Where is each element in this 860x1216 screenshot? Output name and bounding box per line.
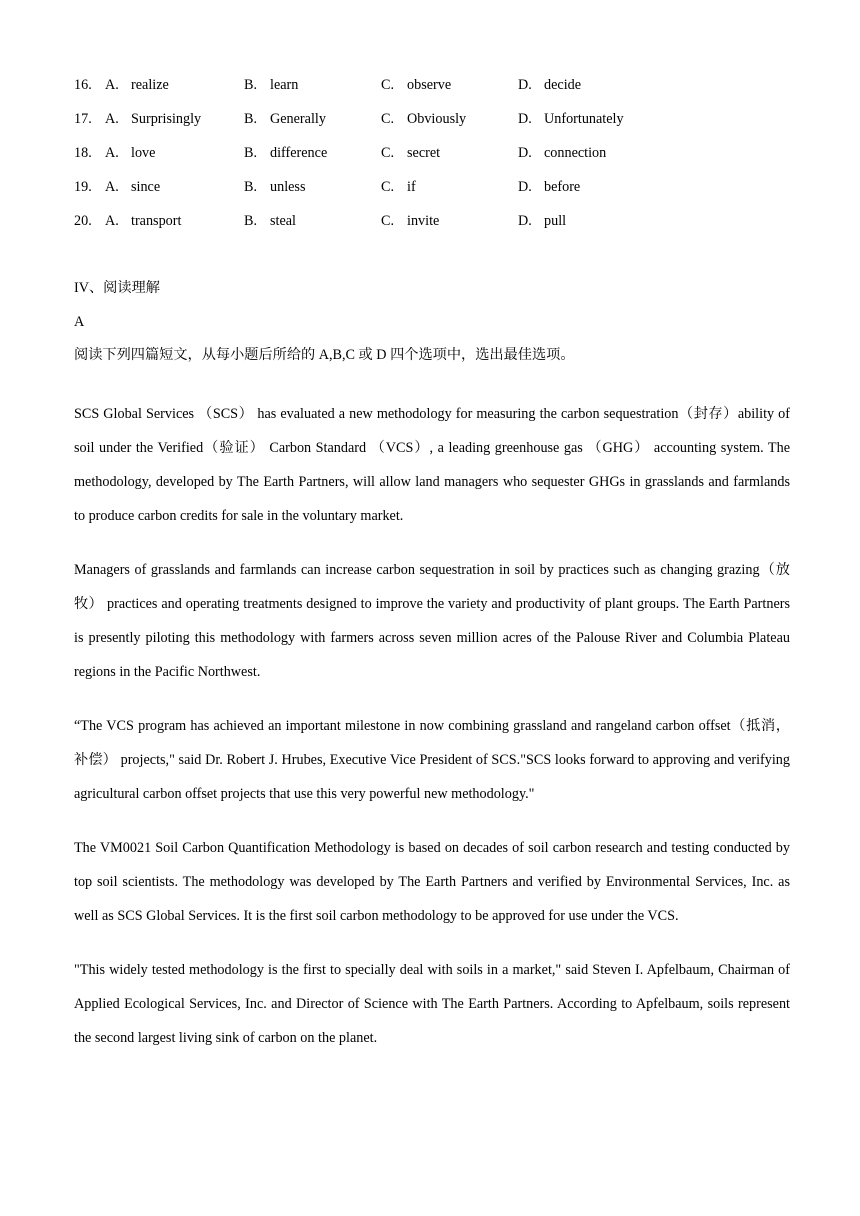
part-label: A	[74, 314, 85, 330]
option-letter: D.	[518, 77, 532, 93]
option-b	[244, 210, 296, 232]
option-text: Unfortunately	[544, 111, 624, 127]
option-text: Generally	[270, 111, 326, 127]
option-letter: A.	[105, 213, 119, 229]
option-letter: B.	[244, 213, 258, 229]
option-letter: B.	[244, 77, 258, 93]
question-number: 19.	[74, 179, 92, 195]
option-text: learn	[270, 77, 299, 93]
option-letter: D.	[518, 213, 532, 229]
question-row-16	[74, 74, 794, 108]
option-c	[381, 176, 416, 198]
option-d	[518, 210, 566, 232]
instructions: 阅读下列四篇短文，从每小题后所给的 A,B,C 或 D 四个选项中，选出最佳选项。	[74, 347, 575, 363]
option-letter: B.	[244, 111, 258, 127]
option-text: if	[407, 179, 416, 195]
option-c	[381, 142, 440, 164]
question-row-17	[74, 108, 794, 142]
option-letter: D.	[518, 145, 532, 161]
option-letter: A.	[105, 111, 119, 127]
question-row-20	[74, 210, 794, 244]
option-letter: B.	[244, 145, 258, 161]
passage-paragraph: “The VCS program has achieved an important milestone in now combining grassland and rangeland carbon offset（抵消，补偿） projects," said Dr. Robert J. Hrubes, Executive Vice President of SCS."SCS looks forward to approving and verifying agricultural carbon offset projects that use this very powerful new methodology."	[74, 718, 790, 802]
question-number: 16.	[74, 77, 92, 93]
option-letter: A.	[105, 179, 119, 195]
option-d	[518, 142, 606, 164]
passage-paragraph: SCS Global Services （SCS） has evaluated a new methodology for measuring the carbon sequestration（封存）ability of soil under the Verified（验证） Carbon Standard （VCS）, a leading greenhouse gas （GHG） accounting system. The methodology, developed by The Earth Partners, will allow land managers who sequester GHGs in grasslands and farmlands to produce carbon credits for sale in the voluntary market.	[74, 406, 790, 524]
question-row-18	[74, 142, 794, 176]
option-text: before	[544, 179, 581, 195]
option-text: pull	[544, 213, 567, 229]
option-text: steal	[270, 213, 296, 229]
option-text: decide	[544, 77, 582, 93]
passage-paragraph: The VM0021 Soil Carbon Quantification Methodology is based on decades of soil carbon research and testing conducted by top soil scientists. The methodology was developed by The Earth Partners and verified by Environmental Services, Inc. as well as SCS Global Services. It is the first soil carbon methodology to be approved for use under the VCS.	[74, 840, 790, 924]
option-b	[244, 176, 305, 198]
section-title: IV、阅读理解	[74, 280, 160, 296]
option-a	[105, 176, 160, 198]
option-a	[105, 108, 201, 130]
option-b	[244, 74, 298, 96]
option-c	[381, 210, 439, 232]
option-letter: A.	[105, 145, 119, 161]
option-text: secret	[407, 145, 441, 161]
option-a	[105, 210, 181, 232]
passage-paragraph: "This widely tested methodology is the first to specially deal with soils in a market," said Steven I. Apfelbaum, Chairman of Applied Ecological Services, Inc. and Director of Science with The Earth Partners. According to Apfelbaum, soils represent the second largest living sink of carbon on the planet.	[74, 962, 790, 1046]
passage-paragraph: Managers of grasslands and farmlands can increase carbon sequestration in soil by practices such as changing grazing（放牧） practices and operating treatments designed to improve the variety and productivity of plant groups. The Earth Partners is presently piloting this methodology with farmers across seven million acres of the Palouse River and Columbia Plateau regions in the Pacific Northwest.	[74, 562, 790, 680]
reading-passage	[74, 397, 790, 1075]
option-b	[244, 108, 326, 130]
option-letter: C.	[381, 179, 395, 195]
option-a	[105, 142, 155, 164]
option-d	[518, 74, 581, 96]
option-text: Surprisingly	[131, 111, 202, 127]
option-text: observe	[407, 77, 452, 93]
option-letter: D.	[518, 111, 532, 127]
question-number: 20.	[74, 213, 92, 229]
option-text: love	[131, 145, 156, 161]
option-text: connection	[544, 145, 607, 161]
option-c	[381, 108, 466, 130]
question-row-19	[74, 176, 794, 210]
answer-options	[74, 74, 794, 244]
option-text: unless	[270, 179, 306, 195]
option-text: transport	[131, 213, 182, 229]
option-letter: A.	[105, 77, 119, 93]
option-text: realize	[131, 77, 169, 93]
option-letter: D.	[518, 179, 532, 195]
option-letter: C.	[381, 77, 395, 93]
option-c	[381, 74, 451, 96]
option-b	[244, 142, 327, 164]
option-text: difference	[270, 145, 328, 161]
option-a	[105, 74, 169, 96]
option-text: Obviously	[407, 111, 467, 127]
question-number: 17.	[74, 111, 92, 127]
question-number: 18.	[74, 145, 92, 161]
option-letter: C.	[381, 111, 395, 127]
option-letter: C.	[381, 145, 395, 161]
option-text: invite	[407, 213, 440, 229]
option-letter: C.	[381, 213, 395, 229]
option-d	[518, 108, 624, 130]
option-text: since	[131, 179, 161, 195]
option-letter: B.	[244, 179, 258, 195]
option-d	[518, 176, 580, 198]
